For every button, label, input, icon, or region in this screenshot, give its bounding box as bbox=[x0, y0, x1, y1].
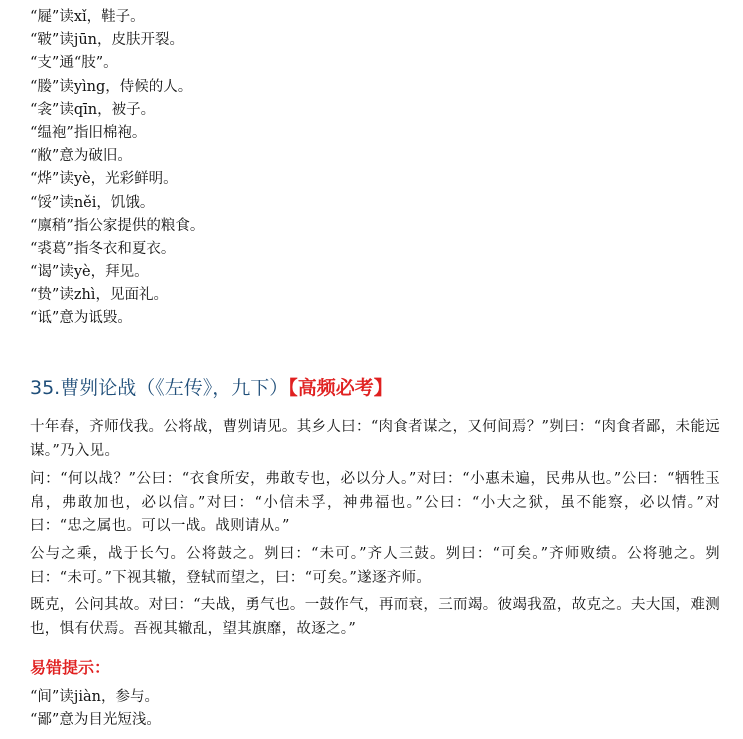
note-item: “衾”读qīn，被子。 bbox=[30, 101, 156, 118]
section-title bbox=[30, 372, 393, 404]
note-item: “烨”读yè，光彩鲜明。 bbox=[30, 171, 178, 188]
note-item: “诋”意为诋毁。 bbox=[30, 310, 132, 327]
high-frequency-tag: 【高频必考】 bbox=[288, 377, 393, 399]
error-tips-heading: 易错提示： bbox=[30, 658, 111, 677]
note-item: “支”通“肢”。 bbox=[30, 55, 118, 72]
tip-item: “鄙”意为目光短浅。 bbox=[30, 712, 161, 729]
section-title-text: 35.曹刿论战（《左传》，九下） bbox=[30, 377, 289, 399]
note-item: “敝”意为破旧。 bbox=[30, 148, 132, 165]
error-tips-list bbox=[30, 686, 161, 732]
note-item: “媵”读yìng，侍候的人。 bbox=[30, 78, 193, 95]
tip-item: “间”读jiàn，参与。 bbox=[30, 689, 159, 705]
vocabulary-notes-list bbox=[30, 6, 204, 331]
note-item: “廪稍”指公家提供的粮食。 bbox=[30, 217, 205, 234]
note-item: “缊袍”指旧棉袍。 bbox=[30, 124, 147, 141]
note-item: “皲”读jūn，皮肤开裂。 bbox=[30, 32, 184, 49]
text-paragraph: 公与之乘，战于长勺。公将鼓之。刿曰：“未可。”齐人三鼓。刿曰：“可矣。”齐师败绩。公将驰之。刿曰：“未可。”下视其辙，登轼而望之，曰：“可矣。”遂逐齐师。 bbox=[30, 546, 720, 586]
text-paragraph: 问：“何以战？”公曰：“衣食所安，弗敢专也，必以分人。”对曰：“小惠未遍，民弗从也。”公曰：“牺牲玉帛，弗敢加也，必以信。”对曰：“小信未孚，神弗福也。”公曰：“小大之狱，虽不能察，必以情。”对曰：“忠之属也。可以一战。战则请从。” bbox=[30, 471, 720, 535]
note-item: “贽”读zhì，见面礼。 bbox=[30, 287, 168, 304]
note-item: “馁”读něi，饥饿。 bbox=[30, 194, 155, 211]
text-paragraph: 既克，公问其故。对曰：“夫战，勇气也。一鼓作气，再而衰，三而竭。彼竭我盈，故克之。夫大国，难测也，惧有伏焉。吾视其辙乱，望其旗靡，故逐之。” bbox=[30, 597, 720, 637]
note-item: “屣”读xǐ，鞋子。 bbox=[30, 9, 145, 25]
note-item: “裘葛”指冬衣和夏衣。 bbox=[30, 240, 176, 257]
text-paragraph: 十年春，齐师伐我。公将战，曹刿请见。其乡人曰：“肉食者谋之，又何间焉？”刿曰：“肉食者鄙，未能远谋。”乃入见。 bbox=[30, 419, 720, 459]
note-item: “谒”读yè，拜见。 bbox=[30, 264, 149, 281]
